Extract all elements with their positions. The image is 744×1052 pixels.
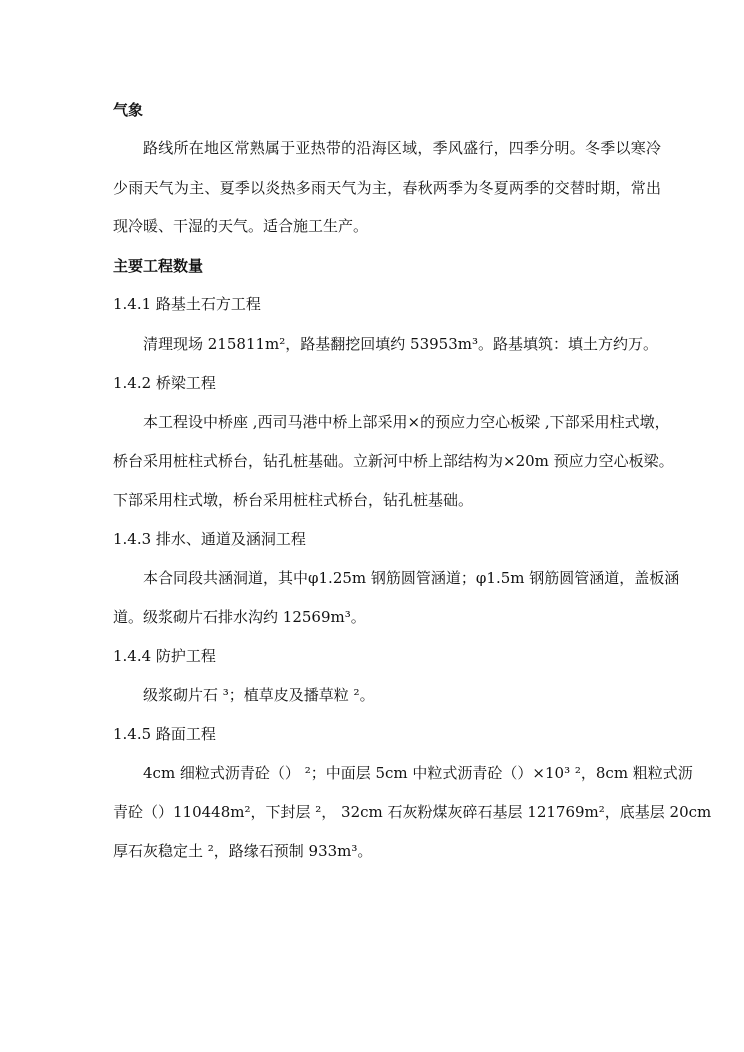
paragraph-line: 清理现场 215811m²，路基翻挖回填约 53953m³。路基填筑：填土方约万。	[143, 335, 658, 353]
section-heading-quantities: 主要工程数量	[113, 257, 204, 275]
paragraph-line: 路线所在地区常熟属于亚热带的沿海区域，季风盛行，四季分明。冬季以寒冷	[143, 139, 661, 157]
paragraph-line: 少雨天气为主、夏季以炎热多雨天气为主，春秋两季为冬夏两季的交替时期，常出	[113, 179, 661, 197]
subsection-title: 1.4.2 桥梁工程	[113, 374, 216, 392]
subsection-title: 1.4.1 路基土石方工程	[113, 295, 261, 313]
section-heading-weather: 气象	[113, 101, 144, 119]
paragraph-line: 现冷暖、干湿的天气。适合施工生产。	[113, 217, 369, 235]
subsection-title: 1.4.4 防护工程	[113, 647, 216, 665]
paragraph-line: 下部采用柱式墩，桥台采用桩柱式桥台，钻孔桩基础。	[113, 491, 474, 509]
paragraph-line: 4cm 细粒式沥青砼（） ²；中面层 5cm 中粒式沥青砼（）×10³ ²，8cm 粗粒式沥	[143, 764, 693, 782]
paragraph-line: 本合同段共涵洞道，其中φ1.25m 钢筋圆管涵道；φ1.5m 钢筋圆管涵道，盖板涵	[143, 569, 680, 587]
paragraph-line: 道。级浆砌片石排水沟约 12569m³。	[113, 608, 366, 626]
paragraph-line: 级浆砌片石 ³；植草皮及播草粒 ²。	[143, 686, 375, 704]
paragraph-line: 青砼（）110448m²，下封层 ²， 32cm 石灰粉煤灰碎石基层 121769m²，底基层 20cm	[113, 803, 712, 821]
subsection-title: 1.4.3 排水、通道及涵洞工程	[113, 530, 306, 548]
paragraph-line: 厚石灰稳定土 ²，路缘石预制 933m³。	[113, 842, 373, 860]
paragraph-line: 桥台采用桩柱式桥台，钻孔桩基础。立新河中桥上部结构为×20m 预应力空心板梁。	[113, 452, 674, 470]
subsection-title: 1.4.5 路面工程	[113, 725, 216, 743]
paragraph-line: 本工程设中桥座 ,西司马港中桥上部采用×的预应力空心板梁 ,下部采用柱式墩，	[143, 413, 670, 431]
